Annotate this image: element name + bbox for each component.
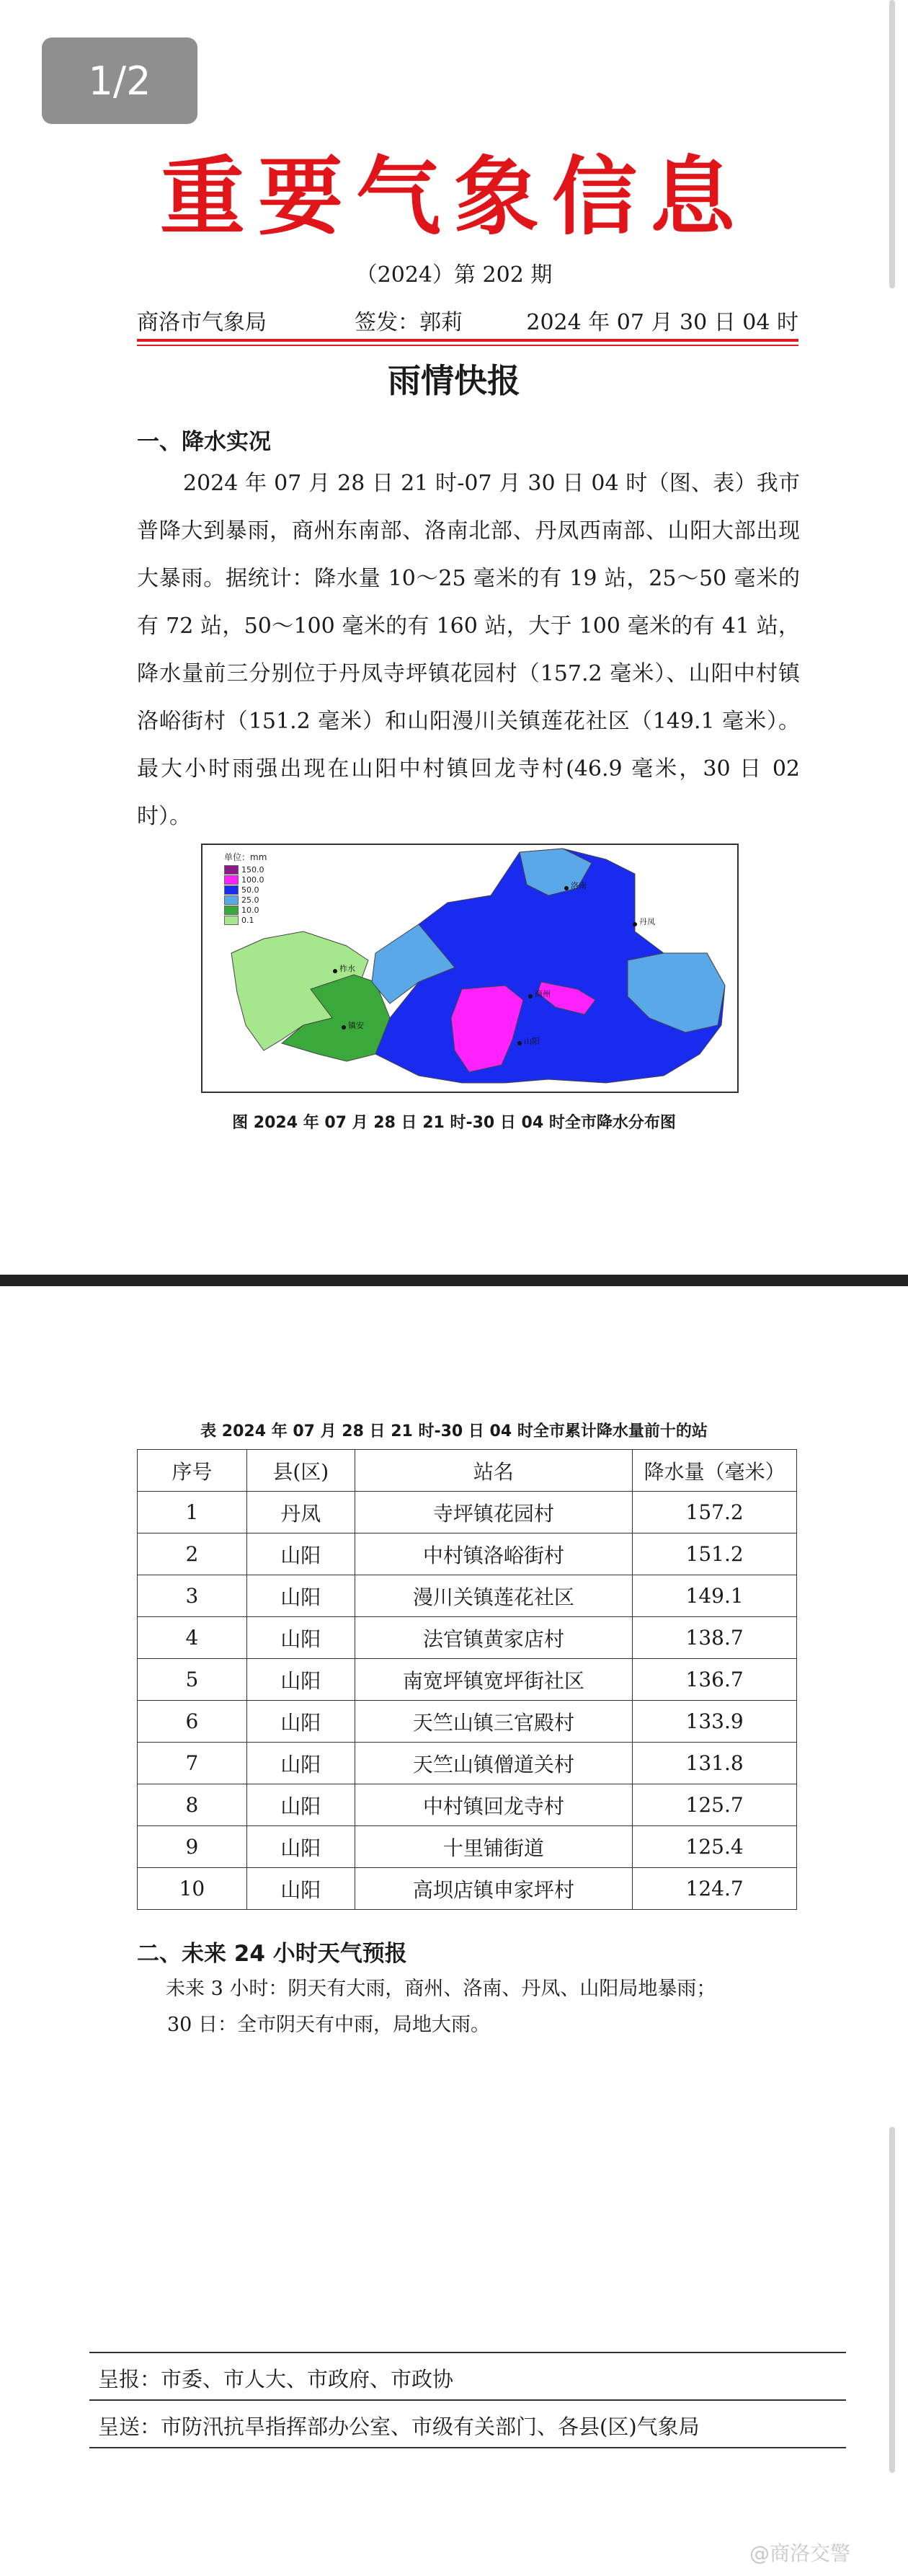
table-cell: 2 bbox=[138, 1533, 247, 1575]
map-legend bbox=[224, 851, 267, 925]
page-indicator: 1/2 bbox=[42, 37, 197, 124]
table-cell: 寺坪镇花园村 bbox=[355, 1492, 633, 1533]
map-place-label: 商州 bbox=[535, 989, 551, 999]
header-cell: 县(区) bbox=[246, 1450, 355, 1492]
table-cell: 山阳 bbox=[246, 1826, 355, 1868]
header-cell: 降水量（毫米） bbox=[633, 1450, 797, 1492]
table-cell: 9 bbox=[138, 1826, 247, 1868]
table-row bbox=[138, 1533, 797, 1575]
section-title: 一、降水实况 bbox=[137, 429, 271, 455]
town-marker bbox=[633, 922, 637, 926]
map-place-label: 镇安 bbox=[348, 1021, 364, 1030]
table-cell: 漫川关镇莲花社区 bbox=[355, 1575, 633, 1617]
table-row bbox=[138, 1868, 797, 1910]
table-cell: 山阳 bbox=[246, 1868, 355, 1910]
table-cell: 天竺山镇僧道关村 bbox=[355, 1743, 633, 1784]
table-cell: 3 bbox=[138, 1575, 247, 1617]
header-cell: 站名 bbox=[355, 1450, 633, 1492]
table-cell: 125.4 bbox=[633, 1826, 797, 1868]
red-rule bbox=[137, 345, 798, 346]
issue-number: （2024）第 202 期 bbox=[355, 262, 553, 288]
page-divider bbox=[0, 1275, 908, 1286]
town-marker bbox=[564, 886, 569, 890]
table-cell: 131.8 bbox=[633, 1743, 797, 1784]
table-row bbox=[138, 1784, 797, 1826]
table-cell: 8 bbox=[138, 1784, 247, 1826]
footer-rule bbox=[89, 2447, 846, 2448]
table-cell: 5 bbox=[138, 1659, 247, 1701]
table-cell: 125.7 bbox=[633, 1784, 797, 1826]
map-place-label: 柞水 bbox=[339, 964, 355, 973]
rainfall-table bbox=[137, 1449, 797, 1910]
legend-item: 150.0 bbox=[224, 864, 267, 875]
footer-rule bbox=[89, 2399, 846, 2401]
document-title: 重要气象信息 bbox=[159, 146, 748, 247]
town-marker bbox=[528, 994, 533, 999]
table-cell: 山阳 bbox=[246, 1575, 355, 1617]
legend-item: 50.0 bbox=[224, 885, 267, 895]
town-marker bbox=[333, 969, 337, 973]
table-cell: 山阳 bbox=[246, 1701, 355, 1743]
report-heading: 雨情快报 bbox=[388, 361, 520, 400]
legend-item: 100.0 bbox=[224, 875, 267, 885]
table-cell: 山阳 bbox=[246, 1533, 355, 1575]
table-cell: 1 bbox=[138, 1492, 247, 1533]
section-title: 二、未来 24 小时天气预报 bbox=[137, 1941, 407, 1967]
table-cell: 山阳 bbox=[246, 1743, 355, 1784]
map-caption: 图 2024 年 07 月 28 日 21 时-30 日 04 时全市降水分布图 bbox=[232, 1114, 676, 1132]
copy-to: 呈送：市防汛抗旱指挥部办公室、市级有关部门、各县(区)气象局 bbox=[98, 2415, 700, 2439]
table-header-row bbox=[138, 1450, 797, 1492]
table-cell: 149.1 bbox=[633, 1575, 797, 1617]
forecast-line: 未来 3 小时：阴天有大雨，商州、洛南、丹凤、山阳局地暴雨； bbox=[166, 1978, 716, 2000]
table-cell: 136.7 bbox=[633, 1659, 797, 1701]
watermark: @商洛交警 bbox=[749, 2541, 851, 2565]
rainfall-map bbox=[201, 844, 739, 1093]
table-row bbox=[138, 1492, 797, 1533]
legend-item: 25.0 bbox=[224, 895, 267, 905]
table-row bbox=[138, 1659, 797, 1701]
table-cell: 124.7 bbox=[633, 1868, 797, 1910]
table-cell: 10 bbox=[138, 1868, 247, 1910]
table-row bbox=[138, 1743, 797, 1784]
red-rule bbox=[137, 339, 798, 342]
table-cell: 中村镇回龙寺村 bbox=[355, 1784, 633, 1826]
map-place-label: 丹凤 bbox=[639, 917, 655, 926]
table-cell: 南宽坪镇宽坪街社区 bbox=[355, 1659, 633, 1701]
rainfall-map-graphic bbox=[202, 845, 737, 1092]
table-caption: 表 2024 年 07 月 28 日 21 时-30 日 04 时全市累计降水量前十的站 bbox=[200, 1422, 708, 1440]
legend-item: 0.1 bbox=[224, 915, 267, 925]
legend-item: 10.0 bbox=[224, 905, 267, 915]
table-cell: 133.9 bbox=[633, 1701, 797, 1743]
table-row bbox=[138, 1575, 797, 1617]
table-cell: 151.2 bbox=[633, 1533, 797, 1575]
forecast-line: 30 日：全市阴天有中雨，局地大雨。 bbox=[167, 2014, 490, 2036]
table-cell: 157.2 bbox=[633, 1492, 797, 1533]
town-marker bbox=[517, 1041, 522, 1045]
table-cell: 6 bbox=[138, 1701, 247, 1743]
map-place-label: 洛南 bbox=[571, 881, 587, 890]
agency: 商洛市气象局 bbox=[137, 310, 267, 335]
table-cell: 丹凤 bbox=[246, 1492, 355, 1533]
scrollbar[interactable] bbox=[889, 2127, 895, 2473]
table-row bbox=[138, 1617, 797, 1659]
table-cell: 高坝店镇申家坪村 bbox=[355, 1868, 633, 1910]
table-cell: 天竺山镇三官殿村 bbox=[355, 1701, 633, 1743]
town-marker bbox=[342, 1025, 346, 1030]
header-cell: 序号 bbox=[138, 1450, 247, 1492]
map-place-label: 山阳 bbox=[524, 1037, 540, 1046]
signer: 签发：郭莉 bbox=[355, 310, 463, 335]
report-to: 呈报：市委、市人大、市政府、市政协 bbox=[98, 2367, 454, 2391]
table-cell: 山阳 bbox=[246, 1659, 355, 1701]
table-cell: 十里铺街道 bbox=[355, 1826, 633, 1868]
table-cell: 山阳 bbox=[246, 1784, 355, 1826]
table-cell: 4 bbox=[138, 1617, 247, 1659]
table-cell: 7 bbox=[138, 1743, 247, 1784]
section-text: 2024 年 07 月 28 日 21 时-07 月 30 日 04 时（图、表）我市普降大到暴雨，商州东南部、洛南北部、丹凤西南部、山阳大部出现大暴雨。据统计：降水量 10～25 毫米的有 19 站，25～50 毫米的有 72 站，50～100 毫米的有 160 站，大于 100 毫米的有 41 站，降水量前三分别位于丹凤寺坪镇花园村（157.2 毫米）、山阳中村镇洛峪街村（151.2 毫米）和山阳漫川关镇莲花社区（149.1 毫米）。最大小时雨强出现在山阳中村镇回龙寺村(46.9 毫米，30 日 02 时）。 bbox=[137, 471, 800, 829]
issue-datetime: 2024 年 07 月 30 日 04 时 bbox=[526, 310, 798, 335]
table-cell: 法官镇黄家店村 bbox=[355, 1617, 633, 1659]
footer-rule bbox=[89, 2352, 846, 2353]
table-cell: 中村镇洛峪街村 bbox=[355, 1533, 633, 1575]
map-unit-label: 单位：mm bbox=[224, 852, 267, 862]
meta-row bbox=[137, 304, 798, 336]
table-cell: 138.7 bbox=[633, 1617, 797, 1659]
table-cell: 山阳 bbox=[246, 1617, 355, 1659]
table-row bbox=[138, 1701, 797, 1743]
table-row bbox=[138, 1826, 797, 1868]
